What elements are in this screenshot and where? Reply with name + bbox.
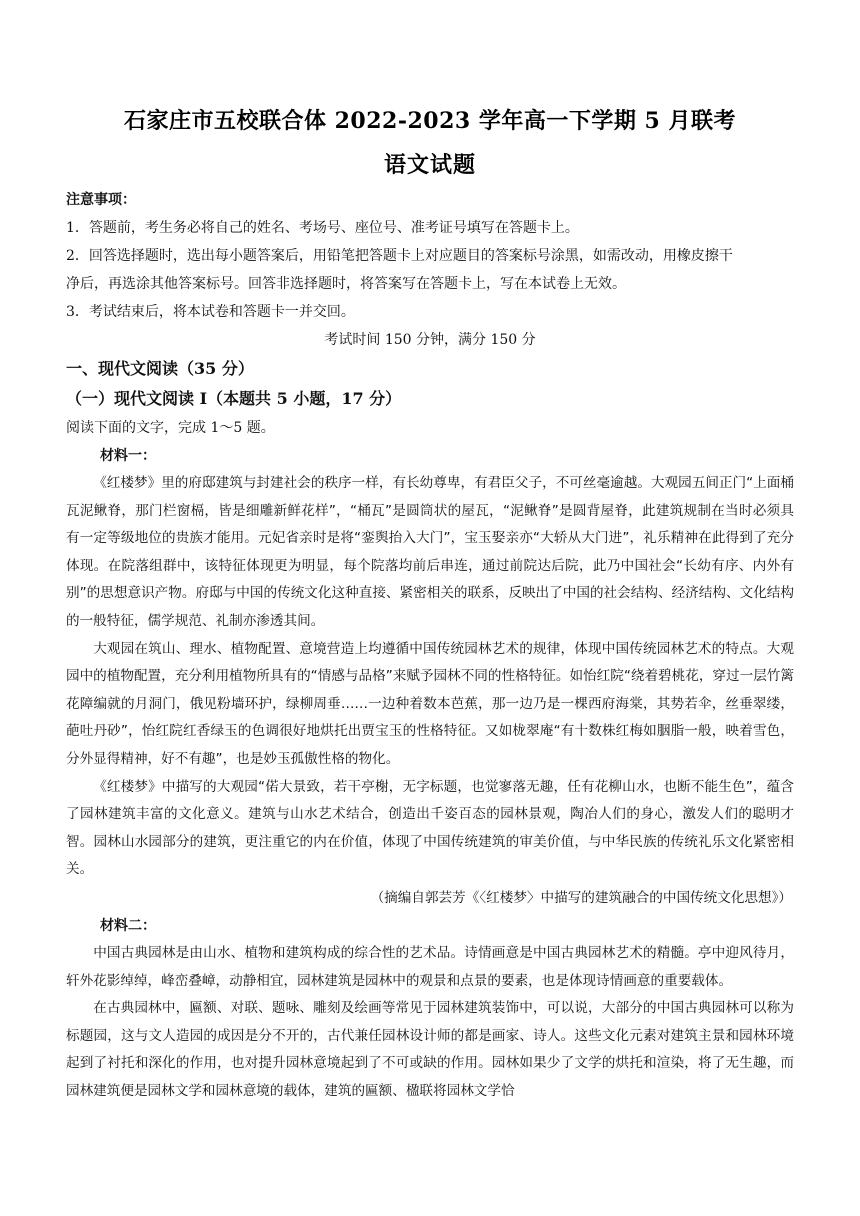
notice-heading: 注意事项： [66, 192, 136, 208]
material-2-paragraph-2: 在古典园林中，匾额、对联、题咏、雕刻及绘画等常见于园林建筑装饰中，可以说，大部分的中国古典园林可以称为标题园，这与文人造园的成因是分不开的，古代兼任园林设计师的都是画家、诗人。这些文化元素对建筑主景和园林环境起到了衬托和深化的作用，也对提升园林意境起到了不可或缺的作用。园林如果少了文学的烘托和渲染，将了无生趣，而园林建筑便是园林文学和园林意境的载体，建筑的匾额、楹联将园林文学恰 [66, 1000, 794, 1099]
notice-item-2-cont: 净后，再选涂其他答案标号。回答非选择题时，将答案写在答题卡上，写在本试卷上无效。 [66, 276, 626, 292]
reading-instruction: 阅读下面的文字，完成 1～5 题。 [66, 420, 275, 436]
exam-info: 考试时间 150 分钟，满分 150 分 [324, 332, 536, 348]
material-1-paragraph-3: 《红楼梦》中描写的大观园“偌大景致，若干亭榭，无字标题，也觉寥落无趣，任有花柳山水，也断不能生色”，蕴含了园林建筑丰富的文化意义。建筑与山水艺术结合，创造出千姿百态的园林景观，陶冶人们的身心，激发人们的聪明才智。园林山水园部分的建筑，更注重它的内在价值，体现了中国传统建筑的审美价值，与中华民族的传统礼乐文化紧密相关。 [66, 778, 794, 878]
material-2-paragraph-1: 中国古典园林是由山水、植物和建筑构成的综合性的艺术品。诗情画意是中国古典园林艺术的精髓。亭中迎风待月，轩外花影绰绰，峰峦叠嶂，动静相宜，园林建筑是园林中的观景和点景的要素，也是体现诗情画意的重要载体。 [66, 944, 794, 989]
section-heading: 一、现代文阅读（35 分） [66, 359, 254, 378]
material-1-label: 材料一： [100, 448, 156, 464]
exam-title: 石家庄市五校联合体 2022-2023 学年高一下学期 5 月联考 [123, 108, 737, 134]
exam-subtitle: 语文试题 [383, 152, 476, 178]
notice-item-1: 1．答题前，考生务必将自己的姓名、考场号、座位号、准考证号填写在答题卡上。 [66, 220, 579, 236]
notice-item-2: 2．回答选择题时，选出每小题答案后，用铅笔把答题卡上对应题目的答案标号涂黑，如需改动，用橡皮擦干 [66, 248, 733, 264]
material-1-paragraph-2: 大观园在筑山、理水、植物配置、意境营造上均遵循中国传统园林艺术的规律，体现中国传统园林艺术的特点。大观园中的植物配置，充分利用植物所具有的“情感与品格”来赋予园林不同的性格特征。如怡红院“绕着碧桃花，穿过一层竹篱花障编就的月洞门，俄见粉墙环护，绿柳周垂……一边种着数本芭蕉，那一边乃是一棵西府海棠，其势若伞，丝垂翠缕，葩吐丹砂”，怡红院红香绿玉的色调很好地烘托出贾宝玉的性格特征。又如栊翠庵“有十数株红梅如胭脂一般，映着雪色，分外显得精神，好不有趣”，也是妙玉孤傲性格的物化。 [66, 640, 794, 767]
material-1-source: （摘编自郭芸芳《〈红楼梦〉中描写的建筑融合的中国传统文化思想》） [370, 889, 792, 906]
material-1-paragraph-1: 《红楼梦》里的府邸建筑与封建社会的秩序一样，有长幼尊卑，有君臣父子，不可丝毫逾越。大观园五间正门“上面桶瓦泥鳅脊，那门栏窗槅，皆是细雕新鲜花样”，“桶瓦”是圆筒状的屋瓦，“泥鳅脊”是圆背屋脊，此建筑规制在当时必须具有一定等级地位的贵族才能用。元妃省亲时是将“銮舆抬入大门”，宝玉娶亲亦“大轿从大门进”，礼乐精神在此得到了充分体现。在院落组群中，该特征体现更为明显，每个院落均前后串连，通过前院达后院，此乃中国社会“长幼有序、内外有别”的思想意识产物。府邸与中国的传统文化这种直接、紧密相关的联系，反映出了中国的社会结构、经济结构、文化结构的一般特征，儒学规范、礼制亦渗透其间。 [66, 475, 794, 629]
material-2-label: 材料二： [100, 917, 156, 934]
notice-item-3: 3．考试结束后，将本试卷和答题卡一并交回。 [66, 304, 355, 320]
notice-block [66, 186, 794, 1105]
subsection-heading: （一）现代文阅读 I（本题共 5 小题，17 分） [66, 389, 402, 408]
